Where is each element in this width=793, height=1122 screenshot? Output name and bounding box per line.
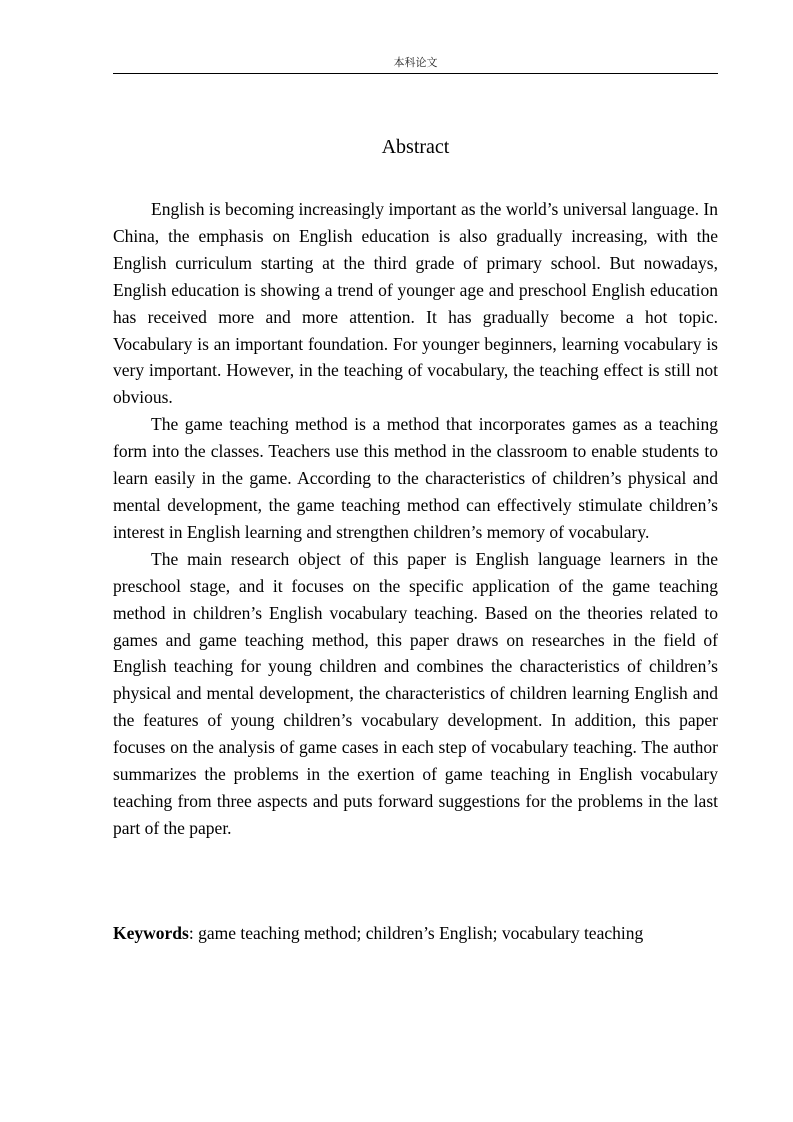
- abstract-paragraph-1: English is becoming increasingly important as the world’s universal language. In China, the emphasis on English education is also gradually increasing, with the English curriculum starting at the third grade of primary school. But nowadays, English education is showing a trend of younger age and preschool English education has received more and more attention. It has gradually become a hot topic. Vocabulary is an important foundation. For younger beginners, learning vocabulary is very important. However, in the teaching of vocabulary, the teaching effect is still not obvious.: [113, 199, 718, 408]
- keywords-separator: :: [188, 923, 199, 943]
- running-header: 本科论文: [393, 56, 438, 69]
- abstract-body: [113, 196, 718, 842]
- abstract-title: Abstract: [381, 136, 450, 158]
- keywords-text: game teaching method; children’s English; vocabulary teaching: [198, 923, 644, 943]
- header-rule: [113, 73, 718, 74]
- keywords-line: [113, 920, 733, 946]
- abstract-paragraph-2: The game teaching method is a method that incorporates games as a teaching form into the classes. Teachers use this method in the classroom to enable students to learn easily in the game. According to the characteristics of children’s physical and mental development, the game teaching method can effectively stimulate children’s interest in English learning and strengthen children’s memory of vocabulary.: [113, 414, 718, 542]
- keywords-label: Keywords: [113, 923, 189, 943]
- abstract-paragraph-3: The main research object of this paper is English language learners in the preschool stage, and it focuses on the specific application of the game teaching method in children’s English vocabulary teaching. Based on the theories related to games and game teaching method, this paper draws on researches in the field of English teaching for young children and combines the characteristics of children’s physical and mental development, the characteristics of children learning English and the features of young children’s vocabulary development. In addition, this paper focuses on the analysis of game cases in each step of vocabulary teaching. The author summarizes the problems in the exertion of game teaching in English vocabulary teaching from three aspects and puts forward suggestions for the problems in the last part of the paper.: [113, 548, 718, 838]
